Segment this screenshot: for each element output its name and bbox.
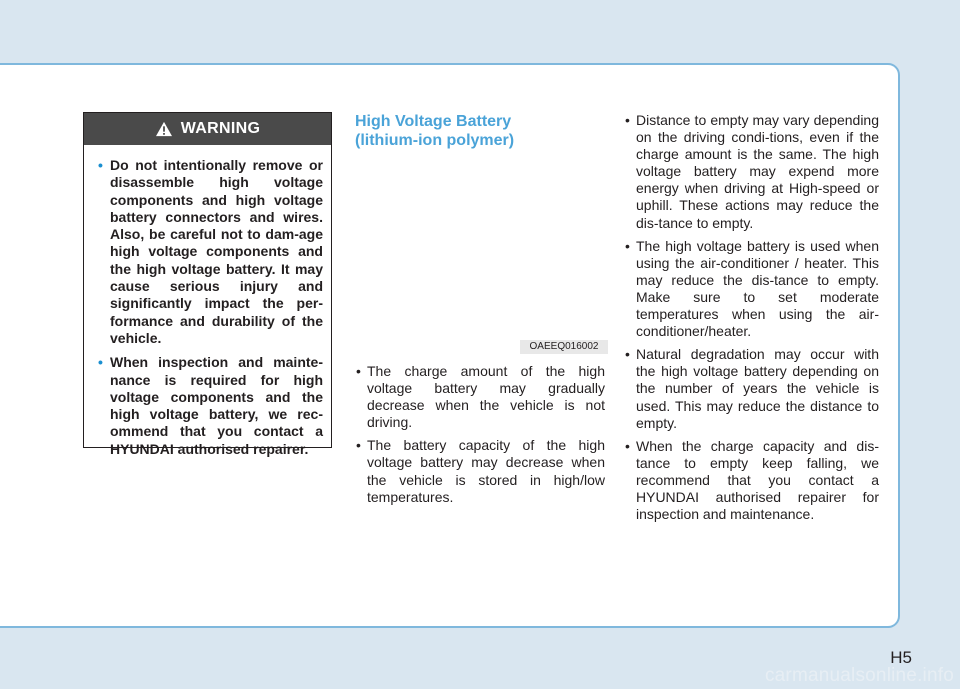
list-item-text: Natural degradation may occur with the high voltage battery depending on the number of years the vehicle is used. This may reduce the distance to empty. xyxy=(636,346,879,431)
bullet-icon: • xyxy=(98,354,103,371)
warning-item-text: When inspection and mainte-nance is required for high voltage components and the high voltage battery, we rec-ommend that you contact a HYUNDAI authorised repairer. xyxy=(110,354,323,457)
right-bullet-list xyxy=(624,112,879,529)
warning-triangle-icon xyxy=(155,121,173,137)
bullet-icon: • xyxy=(356,437,361,454)
page-number: H5 xyxy=(890,648,912,667)
warning-box xyxy=(83,112,332,457)
list-item-text: When the charge capacity and dis-tance to empty keep falling, we recommend that you contact a HYUNDAI authorised repairer for inspection and maintenance. xyxy=(636,437,879,523)
list-item xyxy=(624,438,879,523)
list-item-text: The high voltage battery is used when using the air-conditioner / heater. This may reduce the dis-tance to empty. Make sure to set moderate temperatures when using the air-conditioner/heater. xyxy=(636,237,879,340)
bullet-icon: • xyxy=(625,112,630,128)
image-code-label: OAEEQ016002 xyxy=(520,340,608,354)
bullet-icon: • xyxy=(625,237,630,254)
list-item xyxy=(355,363,605,431)
list-item xyxy=(355,437,605,505)
watermark: carmanualsonline.info xyxy=(764,665,954,686)
warning-item xyxy=(98,157,323,347)
list-item xyxy=(624,238,879,341)
bullet-icon: • xyxy=(98,157,103,173)
bullet-icon: • xyxy=(625,437,630,454)
list-item-text: The battery capacity of the high voltage battery may decrease when the vehicle is stored in high/low temperatures. xyxy=(367,437,605,505)
warning-item-text: Do not intentionally remove or disassemble high voltage components and high voltage battery connectors and wires. Also, be careful not to dam-age high voltage components and the high voltage battery. It may cause serious injury and significantly impact the per-formance and durability of the vehicle. xyxy=(110,157,323,346)
list-item xyxy=(624,112,879,232)
bullet-icon: • xyxy=(356,363,361,379)
middle-bullet-list xyxy=(355,363,605,512)
section-title-line1: High Voltage Battery xyxy=(355,113,512,130)
section-title-line2: (lithium-ion polymer) xyxy=(355,132,515,149)
bullet-icon: • xyxy=(625,346,630,363)
warning-list xyxy=(84,145,331,458)
list-item xyxy=(624,346,879,431)
warning-item xyxy=(98,354,323,458)
warning-title: WARNING xyxy=(180,120,261,137)
list-item-text: The charge amount of the high voltage battery may gradually decrease when the vehicle is not driving. xyxy=(367,363,605,431)
warning-header xyxy=(84,113,331,145)
section-title xyxy=(355,112,615,150)
list-item-text: Distance to empty may vary depending on the driving condi-tions, even if the charge amount is the same. The high voltage battery may expend more energy when driving at High-speed or uphill. These actions may reduce the dis-tance to empty. xyxy=(636,112,879,231)
